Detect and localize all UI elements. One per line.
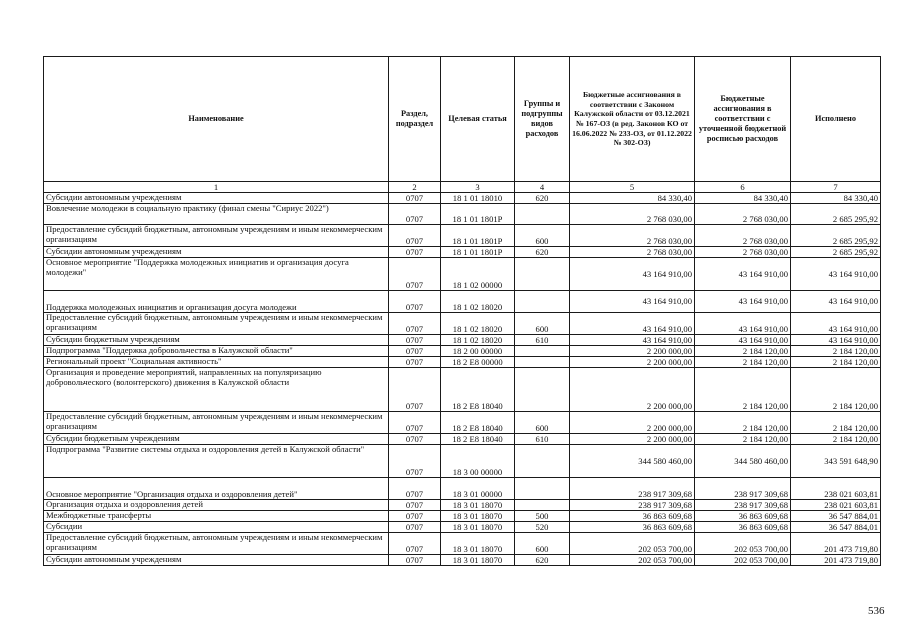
row-done-amount: 343 591 648,90 [791,445,881,478]
header-row [44,57,881,182]
row-article: 18 1 02 18020 [441,313,515,335]
row-plan-amount: 344 580 460,00 [695,445,791,478]
row-done-amount: 2 184 120,00 [791,368,881,412]
row-plan-amount: 202 053 700,00 [695,533,791,555]
row-name: Подпрограмма "Поддержка добровольчества в Калужской области" [44,346,389,357]
table-row [44,511,881,522]
row-section: 0707 [389,258,441,291]
row-name: Основное мероприятие "Поддержка молодежных инициатив и организация досуга молодежи" [44,258,389,291]
row-plan-amount: 238 917 309,68 [695,500,791,511]
row-group: 500 [515,511,570,522]
header-done: Исполнено [791,57,881,182]
row-law-amount: 43 164 910,00 [570,335,695,346]
header-plan: Бюджетные ассигнования в соответствии с уточненной бюджетной росписью расходов [695,57,791,182]
row-done-amount: 2 184 120,00 [791,412,881,434]
row-article: 18 1 02 18020 [441,335,515,346]
row-section: 0707 [389,434,441,445]
table-row [44,291,881,313]
row-law-amount: 36 863 609,68 [570,522,695,533]
row-plan-amount: 36 863 609,68 [695,511,791,522]
row-done-amount: 2 184 120,00 [791,346,881,357]
row-section: 0707 [389,478,441,500]
row-article: 18 1 02 18020 [441,291,515,313]
row-law-amount: 2 200 000,00 [570,368,695,412]
row-section: 0707 [389,445,441,478]
row-name: Субсидии автономным учреждениям [44,193,389,204]
row-name: Организация отдыха и оздоровления детей [44,500,389,511]
table-row [44,412,881,434]
row-group [515,204,570,225]
row-section: 0707 [389,357,441,368]
row-law-amount: 2 768 030,00 [570,247,695,258]
column-number-row [44,182,881,193]
row-section: 0707 [389,313,441,335]
row-name: Субсидии автономным учреждениям [44,247,389,258]
row-plan-amount: 43 164 910,00 [695,335,791,346]
row-name: Предоставление субсидий бюджетным, автономным учреждениям и иным некоммерческим организациям [44,412,389,434]
row-law-amount: 43 164 910,00 [570,291,695,313]
row-law-amount: 43 164 910,00 [570,313,695,335]
row-article: 18 2 E8 18040 [441,434,515,445]
row-name: Организация и проведение мероприятий, направленных на популяризацию добровольческого (волонтерского) движения в Калужской области [44,368,389,412]
row-section: 0707 [389,204,441,225]
row-done-amount: 238 021 603,81 [791,478,881,500]
row-article: 18 3 01 18070 [441,500,515,511]
row-group: 600 [515,533,570,555]
row-plan-amount: 43 164 910,00 [695,313,791,335]
row-done-amount: 43 164 910,00 [791,258,881,291]
row-article: 18 1 01 1801P [441,204,515,225]
row-group: 620 [515,555,570,566]
row-article: 18 1 01 18010 [441,193,515,204]
table-row [44,368,881,412]
column-number: 1 [44,182,389,193]
row-section: 0707 [389,522,441,533]
row-name: Предоставление субсидий бюджетным, автономным учреждениям и иным некоммерческим организациям [44,225,389,247]
row-group: 600 [515,225,570,247]
page-number: 536 [868,605,885,617]
row-done-amount: 2 184 120,00 [791,357,881,368]
row-law-amount: 2 200 000,00 [570,434,695,445]
table-row [44,357,881,368]
row-section: 0707 [389,511,441,522]
row-section: 0707 [389,335,441,346]
row-law-amount: 36 863 609,68 [570,511,695,522]
header-section: Раздел, подраздел [389,57,441,182]
row-name: Предоставление субсидий бюджетным, автономным учреждениям и иным некоммерческим организациям [44,533,389,555]
row-section: 0707 [389,533,441,555]
row-name: Региональный проект "Социальная активность" [44,357,389,368]
table-row [44,258,881,291]
row-done-amount: 2 685 295,92 [791,225,881,247]
row-group: 620 [515,247,570,258]
row-article: 18 3 01 18070 [441,522,515,533]
row-law-amount: 202 053 700,00 [570,555,695,566]
row-article: 18 3 01 18070 [441,511,515,522]
row-plan-amount: 238 917 309,68 [695,478,791,500]
row-law-amount: 43 164 910,00 [570,258,695,291]
row-article: 18 1 02 00000 [441,258,515,291]
row-done-amount: 84 330,40 [791,193,881,204]
row-group [515,368,570,412]
row-law-amount: 2 200 000,00 [570,357,695,368]
row-done-amount: 238 021 603,81 [791,500,881,511]
row-law-amount: 202 053 700,00 [570,533,695,555]
row-group: 520 [515,522,570,533]
row-section: 0707 [389,225,441,247]
header-law: Бюджетные ассигнования в соответствии с Законом Калужской области от 03.12.2021 № 167-ОЗ (в ред. Законов КО от 16.06.2022 № 233-ОЗ, от 01.12.2022 № 302-ОЗ) [570,57,695,182]
row-law-amount: 2 768 030,00 [570,225,695,247]
row-done-amount: 43 164 910,00 [791,313,881,335]
column-number: 5 [570,182,695,193]
row-group [515,445,570,478]
row-done-amount: 36 547 884,01 [791,511,881,522]
row-name: Предоставление субсидий бюджетным, автономным учреждениям и иным некоммерческим организациям [44,313,389,335]
row-group [515,500,570,511]
header-group: Группы и подгруппы видов расходов [515,57,570,182]
row-done-amount: 201 473 719,80 [791,555,881,566]
row-plan-amount: 2 184 120,00 [695,357,791,368]
row-done-amount: 2 685 295,92 [791,204,881,225]
column-number: 7 [791,182,881,193]
table-row [44,533,881,555]
row-law-amount: 84 330,40 [570,193,695,204]
row-section: 0707 [389,247,441,258]
row-plan-amount: 36 863 609,68 [695,522,791,533]
row-section: 0707 [389,368,441,412]
row-name: Подпрограмма "Развитие системы отдыха и оздоровления детей в Калужской области" [44,445,389,478]
row-article: 18 3 01 00000 [441,478,515,500]
row-article: 18 1 01 1801P [441,247,515,258]
column-number: 6 [695,182,791,193]
row-article: 18 2 E8 18040 [441,412,515,434]
header-article: Целевая статья [441,57,515,182]
row-name: Вовлечение молодежи в социальную практику (финал смены "Сириус 2022") [44,204,389,225]
table-row [44,335,881,346]
row-article: 18 1 01 1801P [441,225,515,247]
row-done-amount: 43 164 910,00 [791,335,881,346]
row-law-amount: 344 580 460,00 [570,445,695,478]
column-number: 4 [515,182,570,193]
table-row [44,555,881,566]
row-group [515,258,570,291]
row-plan-amount: 2 768 030,00 [695,247,791,258]
row-article: 18 2 00 00000 [441,346,515,357]
table-row [44,313,881,335]
row-plan-amount: 2 184 120,00 [695,368,791,412]
row-section: 0707 [389,346,441,357]
row-law-amount: 238 917 309,68 [570,500,695,511]
row-law-amount: 2 200 000,00 [570,412,695,434]
row-plan-amount: 2 768 030,00 [695,225,791,247]
row-group: 610 [515,434,570,445]
table-row [44,225,881,247]
budget-table [43,56,881,566]
row-name: Поддержка молодежных инициатив и организация досуга молодежи [44,291,389,313]
row-article: 18 2 E8 00000 [441,357,515,368]
row-plan-amount: 2 768 030,00 [695,204,791,225]
row-group: 600 [515,313,570,335]
row-name: Субсидии [44,522,389,533]
row-article: 18 3 01 18070 [441,533,515,555]
row-law-amount: 2 200 000,00 [570,346,695,357]
row-group: 610 [515,335,570,346]
row-plan-amount: 2 184 120,00 [695,412,791,434]
row-done-amount: 2 685 295,92 [791,247,881,258]
row-plan-amount: 43 164 910,00 [695,291,791,313]
row-group [515,357,570,368]
row-group [515,478,570,500]
row-section: 0707 [389,500,441,511]
row-plan-amount: 2 184 120,00 [695,434,791,445]
table-row [44,522,881,533]
row-article: 18 3 01 18070 [441,555,515,566]
row-section: 0707 [389,412,441,434]
row-plan-amount: 2 184 120,00 [695,346,791,357]
row-section: 0707 [389,555,441,566]
table-row [44,434,881,445]
row-name: Субсидии бюджетным учреждениям [44,434,389,445]
row-plan-amount: 43 164 910,00 [695,258,791,291]
row-name: Субсидии бюджетным учреждениям [44,335,389,346]
column-number: 2 [389,182,441,193]
row-plan-amount: 84 330,40 [695,193,791,204]
table-row [44,346,881,357]
row-plan-amount: 202 053 700,00 [695,555,791,566]
table-row [44,247,881,258]
row-done-amount: 43 164 910,00 [791,291,881,313]
table-row [44,204,881,225]
row-name: Межбюджетные трансферты [44,511,389,522]
row-law-amount: 238 917 309,68 [570,478,695,500]
row-group: 600 [515,412,570,434]
row-name: Субсидии автономным учреждениям [44,555,389,566]
table-row [44,445,881,478]
row-name: Основное мероприятие "Организация отдыха и оздоровления детей" [44,478,389,500]
row-article: 18 3 00 00000 [441,445,515,478]
row-group [515,291,570,313]
header-name: Наименование [44,57,389,182]
row-group: 620 [515,193,570,204]
row-section: 0707 [389,193,441,204]
row-done-amount: 201 473 719,80 [791,533,881,555]
row-done-amount: 36 547 884,01 [791,522,881,533]
row-section: 0707 [389,291,441,313]
row-article: 18 2 E8 18040 [441,368,515,412]
table-row [44,478,881,500]
row-done-amount: 2 184 120,00 [791,434,881,445]
column-number: 3 [441,182,515,193]
row-law-amount: 2 768 030,00 [570,204,695,225]
table-row [44,193,881,204]
table-row [44,500,881,511]
row-group [515,346,570,357]
